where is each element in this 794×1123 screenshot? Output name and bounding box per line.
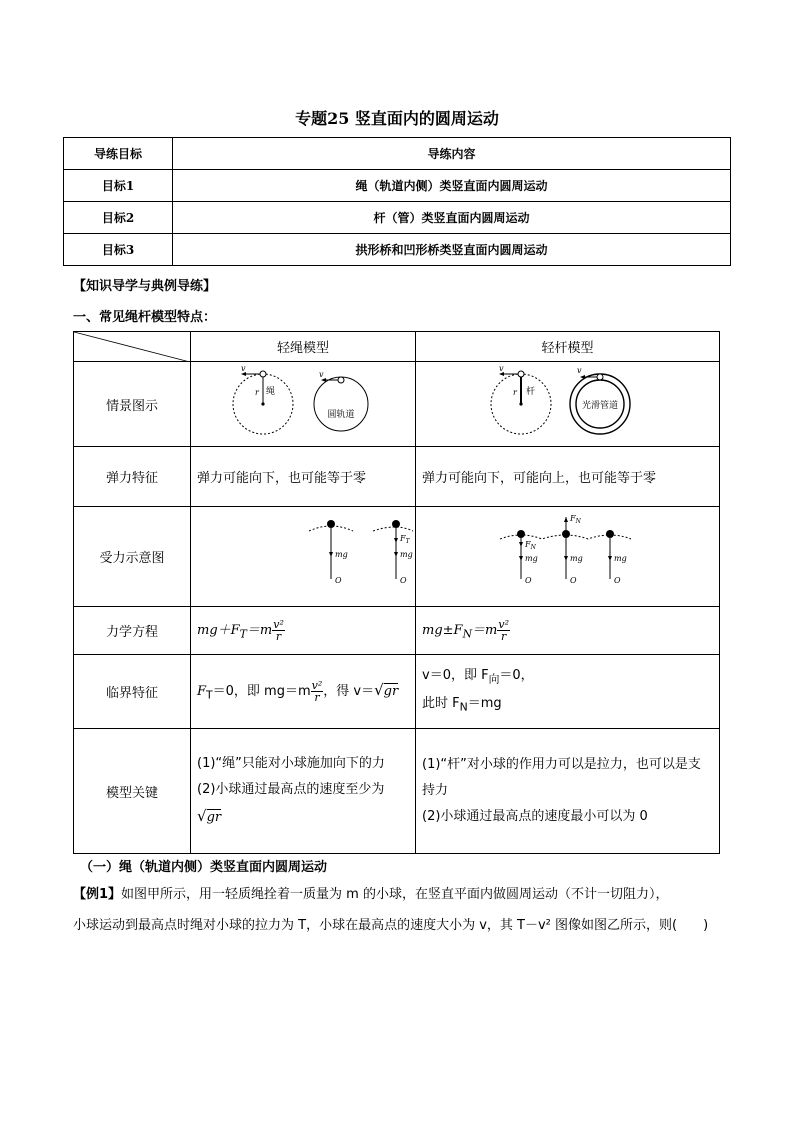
critical-rope-cell: $F_T=0$，即 mg＝m $\frac{\text{v²}}{r}$ ，得 v＝√gr [191,655,416,729]
goal-content-cell: 绳（轨道内侧）类竖直面内圆周运动 [173,170,731,202]
o-label: O [335,576,342,585]
rod-force-diagram [416,507,716,602]
page-title: 专题25 竖直面内的圆周运动 [295,109,499,128]
table-row [64,170,731,202]
force-rod-cell [416,507,720,607]
table-row [64,202,731,234]
subheading: 一、常见绳杆模型特点： [73,310,217,325]
rope-scene-diagram [191,362,415,442]
rope-r-label: r [255,388,259,397]
row-label-equation: 力学方程 [74,607,191,655]
fn-label: $F_N$ [525,540,536,551]
key-rod-line1: (1)“杆”对小球的作用力可以是拉力，也可以是支持力 [422,757,701,798]
goals-header-goal: 导练目标 [64,138,173,170]
track-v-label: v [319,370,324,379]
table-row [74,447,720,507]
mg-label: mg [570,554,583,563]
section-heading: 【知识导学与典例导练】 [73,279,217,294]
goal-cell: 目标1 [64,170,173,202]
row-label-scene: 情景图示 [74,362,191,447]
rope-label: 绳 [266,387,276,397]
goals-header-row [64,138,731,170]
tube-label: 光滑管道 [581,401,619,411]
example-line1: 【例1】如图甲所示，用一轻质绳拴着一质量为 m 的小球，在竖直平面内做圆周运动（不计一切阻力）， [73,887,669,902]
mg-label: mg [614,554,627,563]
fn-label: $F_N$ [570,514,581,525]
o-label: O [570,576,577,585]
key-rope-line1: (1)“绳”只能对小球施加向下的力 [197,756,385,771]
mg-label: mg [525,554,538,563]
eq-rod-sub: N [462,627,473,641]
row-label-force: 受力示意图 [74,507,191,607]
col-rod-header: 轻杆模型 [416,332,720,362]
tube-v-label: v [577,366,582,375]
key-rod-cell [416,729,720,854]
example-tag: 【例1】 [73,887,122,902]
key-rope-line2: (2)小球通过最高点的速度至少为 [197,782,385,797]
key-rod-line2: (2)小球通过最高点的速度最小可以为 0 [422,809,648,824]
diagonal-corner-cell [74,332,191,362]
table-row [74,362,720,447]
critical-rod-cell [416,655,720,729]
rod-v-label: v [499,364,504,373]
rod-label: 杆 [526,387,536,397]
equation-rope-cell [191,607,416,655]
fraction: $\frac{\text{v²}}{r}$ [498,618,509,643]
sqrt-gr: gr [383,684,399,699]
fraction: $\frac{\text{v²}}{r}$ [311,679,323,704]
diagonal-line [74,332,190,362]
goal-content-cell: 拱形桥和凹形桥类竖直面内圆周运动 [173,234,731,266]
table-row [74,507,720,607]
eq-rod-lhs: mg±F [422,623,463,638]
elastic-rope-cell: 弹力可能向下，也可能等于零 [191,447,416,507]
key-rope-line3: √gr [197,807,222,825]
example-line2: 小球运动到最高点时绳对小球的拉力为 T，小球在最高点的速度大小为 v，其 T－v² 图像如图乙所示，则( ) [73,918,709,933]
goal-cell: 目标3 [64,234,173,266]
key-rope-cell [191,729,416,854]
scene-rod-cell [416,362,720,447]
row-label-elastic: 弹力特征 [74,447,191,507]
goals-table [63,137,731,266]
force-rope-cell [191,507,416,607]
mg-label: mg [335,550,348,559]
table-row [74,655,720,729]
equation-rod-cell [416,607,720,655]
eq-rope-lhs: mg＋F [197,623,240,638]
eq-rod-mid: ＝m [472,623,498,638]
rope-force-diagram [191,507,415,602]
o-label: O [400,576,407,585]
models-header-row [74,332,720,362]
goal-content-cell: 杆（管）类竖直面内圆周运动 [173,202,731,234]
rod-r-label: r [513,388,517,397]
row-label-key: 模型关键 [74,729,191,854]
goal-cell: 目标2 [64,202,173,234]
mg-label: mg [400,550,413,559]
col-rope-header: 轻绳模型 [191,332,416,362]
rope-v-label: v [241,364,246,373]
track-label: 圆轨道 [327,410,355,420]
table-row [74,607,720,655]
critical-rod-line1: v＝0，即 $F_向=0$， [422,667,534,686]
scene-rope-cell [191,362,416,447]
rod-scene-diagram [416,362,716,442]
goals-header-content: 导练内容 [173,138,731,170]
row-label-critical: 临界特征 [74,655,191,729]
eq-rope-mid: ＝m [246,623,273,638]
subsection-heading: （一）绳（轨道内侧）类竖直面内圆周运动 [80,860,328,875]
ft-label: $F_T$ [400,534,410,545]
o-label: O [614,576,621,585]
critical-rod-line2: 此时 $F_N=mg$ [422,695,502,714]
table-row [64,234,731,266]
table-row [74,729,720,854]
o-label: O [525,576,532,585]
elastic-rod-cell: 弹力可能向下，可能向上，也可能等于零 [416,447,720,507]
eq-rope-sub: T [239,627,247,641]
fraction: $\frac{\text{v²}}{r}$ [273,618,284,643]
models-table [73,331,720,854]
